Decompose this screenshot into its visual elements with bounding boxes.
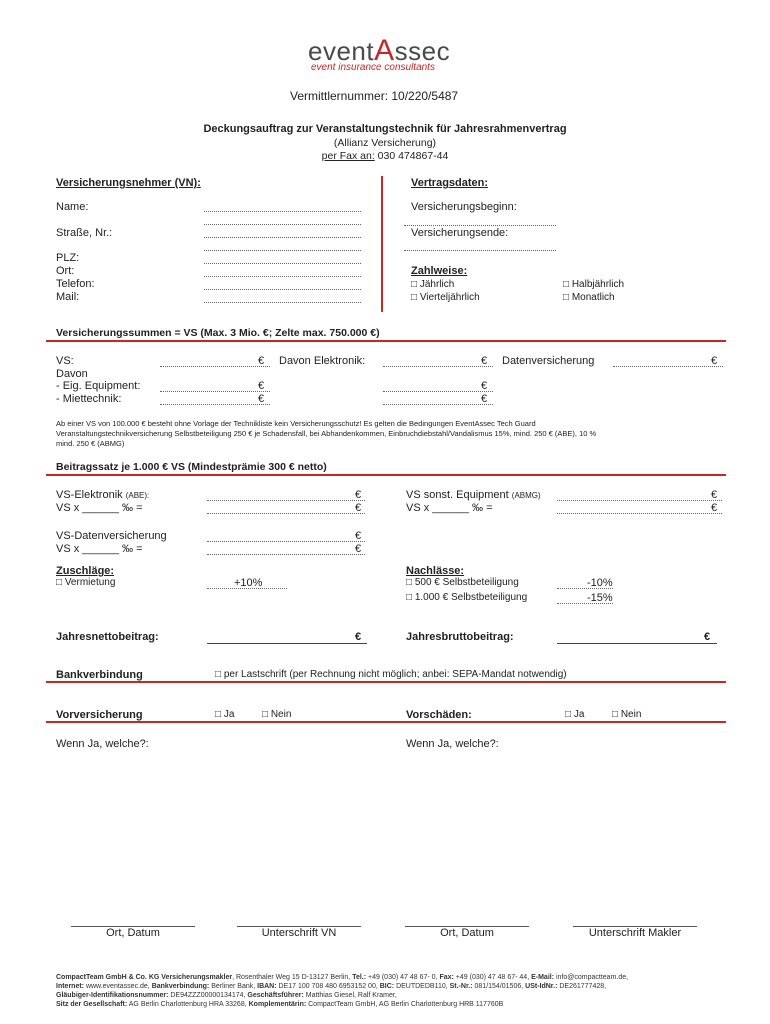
- vs-sonst-label: [406, 489, 541, 501]
- footer-fax: +49 (030) 47 48 67- 44,: [453, 974, 532, 981]
- plus10-value: +10%: [234, 577, 263, 589]
- footer-gf: Matthias Giesel, Ralf Kramer,: [303, 992, 397, 999]
- vn-strasse-line-2[interactable]: [204, 250, 361, 251]
- eig-euro-2: €: [481, 380, 488, 392]
- vs-sonst-line[interactable]: [557, 500, 722, 501]
- bank-heading: Bankverbindung: [56, 669, 143, 681]
- bank-redbar: [46, 681, 726, 683]
- logo-part3: ssec: [394, 36, 451, 66]
- vs-sonst-euro: €: [711, 489, 718, 501]
- footer-bic-label: BIC:: [379, 983, 395, 990]
- vorschaeden-nein-checkbox[interactable]: □ Nein: [612, 709, 642, 720]
- lastschrift-checkbox[interactable]: □ per Lastschrift (per Rechnung nicht möglich; anbei: SEPA-Mandat notwendig): [215, 669, 567, 680]
- footer-iban-label: IBAN:: [257, 983, 277, 990]
- vor-ja-checkbox[interactable]: □ Ja: [215, 709, 235, 720]
- vs-line[interactable]: [160, 366, 270, 367]
- miet-line-2[interactable]: [383, 404, 493, 405]
- vierteljaehrlich-checkbox[interactable]: □ Vierteljährlich: [411, 292, 480, 303]
- vor-welche: Wenn Ja, welche?:: [56, 738, 149, 750]
- elektronik-line[interactable]: [383, 366, 493, 367]
- zahlweise-heading: Zahlweise:: [411, 265, 468, 277]
- sig-label-1: Ort, Datum: [106, 927, 160, 939]
- vn-telefon-label: Telefon:: [56, 278, 95, 290]
- footer-line-3: [56, 992, 397, 999]
- summen-heading: Versicherungssummen = VS (Max. 3 Mio. €; Zelte max. 750.000 €): [56, 327, 380, 339]
- daten-label: Datenversicherung: [502, 355, 595, 367]
- eig-label: - Eig. Equipment:: [56, 380, 141, 392]
- netto-label: Jahresnettobeitrag:: [56, 631, 159, 643]
- summen-note-3: mind. 250 € (ABMG): [56, 439, 125, 448]
- footer-tel: +49 (030) 47 48 67- 0,: [366, 974, 440, 981]
- footer-mail-label: E-Mail:: [531, 974, 555, 981]
- footer-address: , Rosenthaler Weg 15 D-13127 Berlin,: [232, 974, 353, 981]
- footer-bank-label: Bankverbindung:: [151, 983, 210, 990]
- sig-label-4: Unterschrift Makler: [588, 927, 682, 939]
- sb1000-checkbox[interactable]: □ 1.000 € Selbstbeteiligung: [406, 592, 528, 603]
- eig-euro: €: [258, 380, 265, 392]
- vn-ort-label: Ort:: [56, 265, 75, 277]
- vn-telefon-line[interactable]: [204, 289, 361, 290]
- davon-label: Davon: [56, 368, 88, 380]
- vn-plz-label: PLZ:: [56, 252, 80, 264]
- miet-euro: €: [258, 393, 265, 405]
- footer-line-4: [56, 1001, 503, 1008]
- page-subtitle: (Allianz Versicherung): [333, 137, 437, 149]
- vn-name-line[interactable]: [204, 211, 361, 212]
- vs-x-1[interactable]: VS x ______ ‰ =: [56, 502, 143, 514]
- vs-x-3-line[interactable]: [207, 554, 365, 555]
- footer-glaeubiger: DE94ZZZ00000134174,: [168, 992, 248, 999]
- footer-bank: Berliner Bank,: [209, 983, 258, 990]
- column-divider: [381, 176, 383, 312]
- footer-iban: DE17 100 708 480 6953152 00,: [276, 983, 380, 990]
- footer-sitz: AG Berlin Charlottenburg HRA 33268,: [127, 1001, 249, 1008]
- vertrag-heading: Vertragsdaten:: [411, 177, 489, 189]
- vs-label: VS:: [56, 355, 74, 367]
- vn-plz-line[interactable]: [204, 263, 361, 264]
- nachlaesse-heading: Nachlässe:: [406, 565, 465, 577]
- footer-kompl: CompactTeam GmbH, AG Berlin Charlottenburg HRB 117760B: [306, 1001, 504, 1008]
- vs-x-2-euro: €: [711, 502, 718, 514]
- footer-glaeubiger-label: Gläubiger-Identifikationsnummer:: [56, 992, 169, 999]
- logo-tagline: event insurance consultants: [311, 62, 435, 73]
- vorschaeden-ja-checkbox[interactable]: □ Ja: [565, 709, 585, 720]
- vermittler-number: Vermittlernummer: 10/220/5487: [290, 89, 459, 103]
- footer-mail: info@compactteam.de,: [554, 974, 629, 981]
- sb500-checkbox[interactable]: □ 500 € Selbstbeteiligung: [406, 577, 519, 588]
- miet-euro-2: €: [481, 393, 488, 405]
- brutto-line[interactable]: [557, 643, 717, 644]
- daten-euro: €: [711, 355, 718, 367]
- logo-letter-a: A: [374, 34, 395, 67]
- vs-x-1-line[interactable]: [207, 513, 365, 514]
- minus10-line: [557, 588, 613, 589]
- page-title: Deckungsauftrag zur Veranstaltungstechnik für Jahresrahmenvertrag: [203, 123, 567, 135]
- vs-x-3-euro: €: [355, 543, 362, 555]
- abmg-text: (ABMG): [511, 491, 541, 500]
- footer-line-1: [56, 974, 628, 981]
- footer-bic: DEUTDEDB110,: [394, 983, 450, 990]
- beitrag-redbar: [46, 474, 726, 476]
- minus15-line: [557, 603, 613, 604]
- sig-label-2: Unterschrift VN: [261, 927, 337, 939]
- vs-daten-euro: €: [355, 530, 362, 542]
- vermietung-checkbox[interactable]: □ Vermietung: [56, 577, 116, 588]
- vn-mail-line[interactable]: [204, 302, 361, 303]
- elektronik-label: Davon Elektronik:: [279, 355, 366, 367]
- footer-st-label: St.-Nr.:: [449, 983, 473, 990]
- footer-line-2: [56, 983, 606, 990]
- vor-heading: Vorversicherung: [56, 709, 143, 721]
- brutto-euro: €: [704, 631, 711, 643]
- plus10-line: [207, 588, 287, 589]
- vn-name-label: Name:: [56, 201, 89, 213]
- vs-elektronik-text: VS-Elektronik: [56, 489, 123, 501]
- vn-name-line-2[interactable]: [204, 224, 361, 225]
- minus10-value: -10%: [587, 577, 613, 589]
- footer-company: CompactTeam GmbH & Co. KG Versicherungsmakler: [56, 974, 233, 981]
- vn-mail-label: Mail:: [56, 291, 80, 303]
- vs-elektronik-line[interactable]: [207, 500, 365, 501]
- brutto-label: Jahresbruttobeitrag:: [406, 631, 514, 643]
- miet-label: - Miettechnik:: [56, 393, 122, 405]
- footer-st: 081/154/01506,: [472, 983, 526, 990]
- vn-ort-line[interactable]: [204, 276, 361, 277]
- eig-line-2[interactable]: [383, 391, 493, 392]
- vs-x-2[interactable]: VS x ______ ‰ =: [406, 502, 493, 514]
- vs-x-3[interactable]: VS x ______ ‰ =: [56, 543, 143, 555]
- footer-internet-label: Internet:: [56, 983, 84, 990]
- vn-strasse-line[interactable]: [204, 237, 361, 238]
- vs-daten-label: VS-Datenversicherung: [56, 530, 167, 542]
- beginn-label: Versicherungsbeginn:: [411, 201, 517, 213]
- abe-text: (ABE):: [125, 491, 150, 500]
- vs-daten-line[interactable]: [207, 541, 365, 542]
- summen-note: Ab einer VS von 100.000 € besteht ohne Vorlage der Technikliste kein Versicherungsschutz! Es gelten die Bedingungen EventAssec Tech Guard: [56, 419, 536, 428]
- vs-x-2-line[interactable]: [557, 513, 722, 514]
- footer-fax-label: Fax:: [439, 974, 454, 981]
- logo-part1: event: [308, 36, 375, 66]
- netto-line[interactable]: [207, 643, 367, 644]
- vs-x-1-euro: €: [355, 502, 362, 514]
- vs-elektronik-label: [56, 489, 149, 501]
- footer-ust: DE261777428,: [557, 983, 607, 990]
- vorschaeden-heading: Vorschäden:: [406, 709, 472, 721]
- vn-strasse-label: Straße, Nr.:: [56, 227, 113, 239]
- footer-ust-label: USt-IdNr.:: [525, 983, 558, 990]
- daten-line[interactable]: [613, 366, 723, 367]
- ende-line[interactable]: [404, 250, 556, 251]
- footer-kompl-label: Komplementärin:: [248, 1001, 307, 1008]
- vn-heading: Versicherungsnehmer (VN):: [56, 177, 201, 189]
- halbjaehrlich-checkbox[interactable]: □ Halbjährlich: [563, 279, 625, 290]
- vor-nein-checkbox[interactable]: □ Nein: [262, 709, 292, 720]
- elektronik-euro: €: [481, 355, 488, 367]
- eig-line[interactable]: [160, 391, 270, 392]
- vs-elektronik-euro: €: [355, 489, 362, 501]
- footer-tel-label: Tel.:: [352, 974, 367, 981]
- minus15-value: -15%: [587, 592, 613, 604]
- summen-redbar: [46, 340, 726, 342]
- miet-line[interactable]: [160, 404, 270, 405]
- jaehrlich-checkbox[interactable]: □ Jährlich: [411, 279, 455, 290]
- netto-euro: €: [355, 631, 362, 643]
- sig-label-3: Ort, Datum: [440, 927, 494, 939]
- beginn-line[interactable]: [404, 225, 556, 226]
- fax-line: [0, 150, 770, 162]
- fax-label: per Fax an:: [321, 150, 375, 162]
- zuschlaege-heading: Zuschläge:: [56, 565, 115, 577]
- vs-sonst-text: VS sonst. Equipment: [406, 489, 509, 501]
- fax-number: 030 474867-44: [374, 150, 449, 162]
- vs-euro: €: [258, 355, 265, 367]
- vorschaeden-welche: Wenn Ja, welche?:: [406, 738, 499, 750]
- footer-gf-label: Geschäftsführer:: [247, 992, 304, 999]
- footer-internet: www.eventassec.de,: [84, 983, 152, 990]
- summen-note-2: Veranstaltungstechnikversicherung Selbstbeteiligung 250 € je Schadensfall, bei Abhandenkommen, Einbruchdiebstahl/Vandalismus 15%, mind. 250 € (ABE), 10 %: [56, 429, 597, 438]
- vor-redbar: [46, 721, 726, 723]
- monatlich-checkbox[interactable]: □ Monatlich: [563, 292, 615, 303]
- footer-sitz-label: Sitz der Gesellschaft:: [56, 1001, 128, 1008]
- beitrag-heading: Beitragssatz je 1.000 € VS (Mindestprämie 300 € netto): [56, 461, 327, 473]
- ende-label: Versicherungsende:: [411, 227, 509, 239]
